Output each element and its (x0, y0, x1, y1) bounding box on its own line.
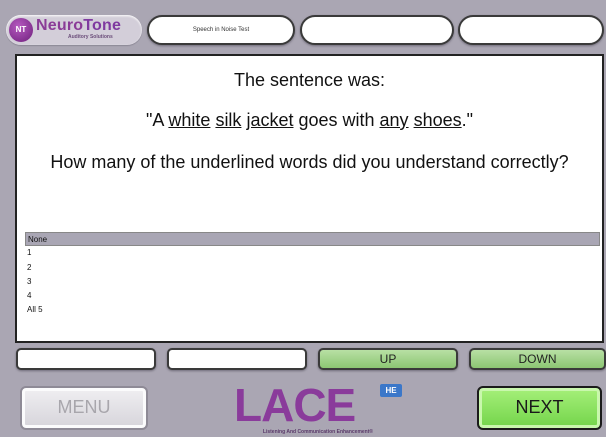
key-word: jacket (246, 110, 294, 130)
logo-badge-icon: NT (9, 18, 33, 42)
answer-option[interactable]: 1 (27, 248, 32, 258)
sentence-fragment: goes with (293, 110, 380, 130)
neurotone-logo (6, 15, 142, 45)
logo-name-neuro: Neuro (36, 17, 84, 34)
key-word: shoes (413, 110, 462, 130)
lace-he-badge: HE (380, 384, 402, 397)
answer-option[interactable]: All 5 (27, 305, 43, 315)
answer-option[interactable]: None (25, 232, 600, 246)
test-name-pill: Speech in Noise Test (147, 15, 295, 45)
menu-button[interactable]: MENU (20, 386, 148, 430)
question-prompt: How many of the underlined words did you understand correctly? (50, 152, 569, 172)
sentence-text (17, 110, 602, 131)
sentence-fragment: "A (145, 110, 169, 130)
sentence-intro: The sentence was: (233, 70, 386, 90)
blank-button-2[interactable] (167, 348, 307, 370)
answer-option[interactable]: 3 (27, 276, 32, 286)
logo-name-tone: Tone (83, 17, 122, 34)
logo-wordmark (36, 17, 121, 35)
lace-tagline: Listening And Communication Enhancement® (262, 429, 374, 435)
header-pill-3 (458, 15, 604, 45)
blank-button-1[interactable] (16, 348, 156, 370)
question-panel (15, 54, 604, 343)
down-button[interactable]: DOWN (469, 348, 606, 370)
header-pill-2 (300, 15, 454, 45)
up-button[interactable]: UP (318, 348, 458, 370)
logo-tagline: Auditory Solutions (68, 34, 113, 40)
sentence-fragment: ." (461, 110, 474, 130)
lace-logo (230, 379, 406, 435)
answer-option[interactable]: 2 (27, 262, 32, 272)
answer-option[interactable]: 4 (27, 291, 32, 301)
lace-wordmark: LACE (234, 379, 356, 431)
key-word: silk (215, 110, 242, 130)
answer-list[interactable] (25, 232, 600, 318)
next-button[interactable]: NEXT (477, 386, 602, 430)
key-word: white (168, 110, 211, 130)
key-word: any (379, 110, 409, 130)
